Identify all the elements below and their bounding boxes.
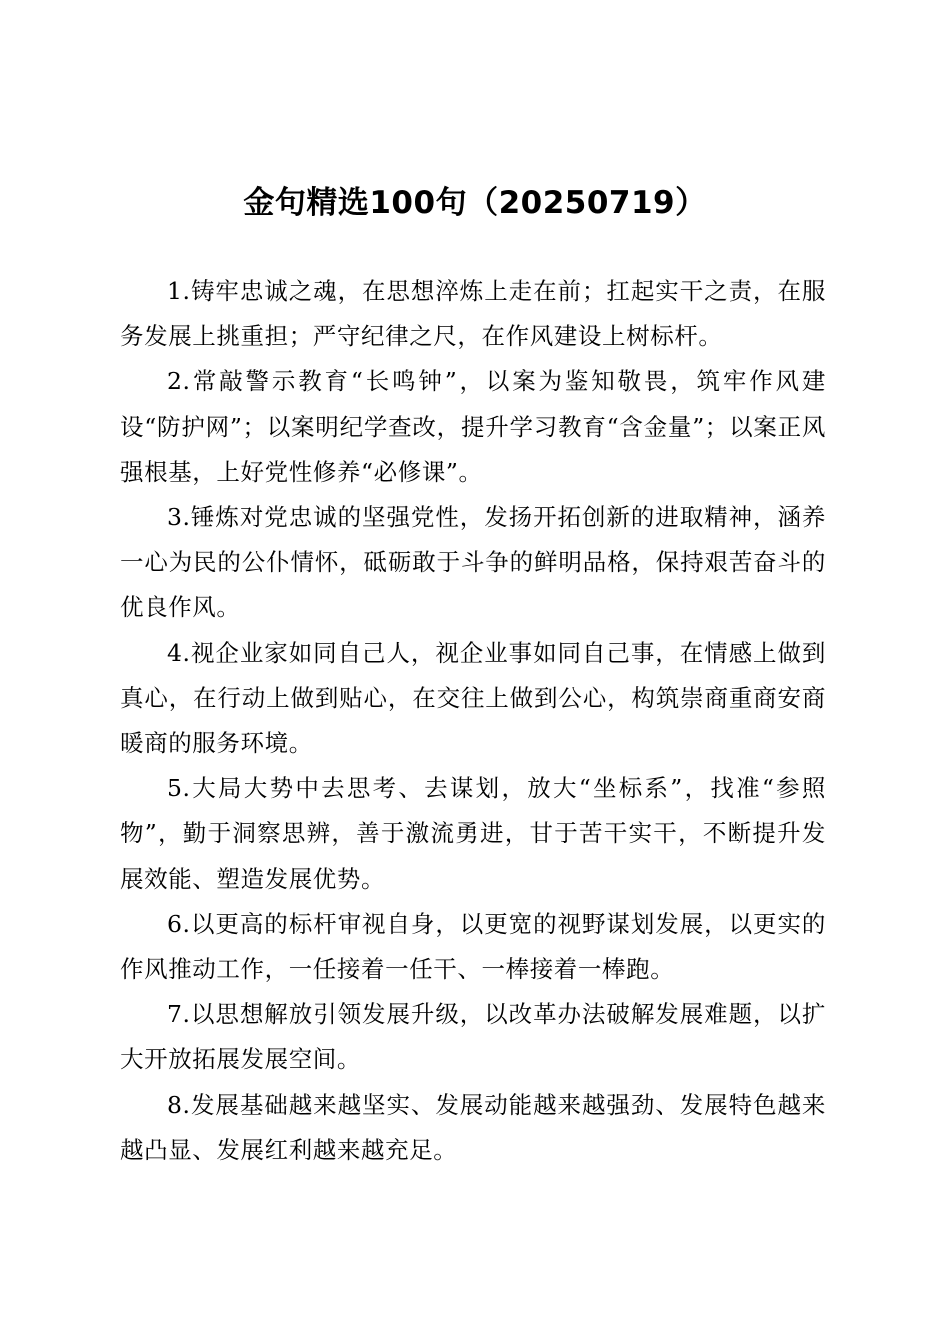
paragraph-8: 8.发展基础越来越坚实、发展动能越来越强劲、发展特色越来越凸显、发展红利越来越充足。 [120, 1090, 826, 1164]
page-title: 金句精选100句（20250719） [243, 185, 707, 221]
paragraph-5: 5.大局大势中去思考、去谋划，放大“坐标系”，找准“参照物”，勤于洞察思辨，善于激流勇进，甘于苦干实干，不断提升发展效能、塑造发展优势。 [120, 774, 826, 893]
paragraph-3: 3.锤炼对党忠诚的坚强党性，发扬开拓创新的进取精神，涵养一心为民的公仆情怀，砥砺敢于斗争的鲜明品格，保持艰苦奋斗的优良作风。 [120, 503, 826, 622]
paragraph-7: 7.以思想解放引领发展升级，以改革办法破解发展难题，以扩大开放拓展发展空间。 [120, 1000, 826, 1074]
paragraph-6: 6.以更高的标杆审视自身，以更宽的视野谋划发展，以更实的作风推动工作，一任接着一任干、一棒接着一棒跑。 [120, 909, 826, 984]
paragraph-2: 2.常敲警示教育“长鸣钟”，以案为鉴知敬畏，筑牢作风建设“防护网”；以案明纪学查改，提升学习教育“含金量”；以案正风强根基，上好党性修养“必修课”。 [120, 367, 826, 486]
document-body [120, 269, 826, 1173]
paragraph-1: 1.铸牢忠诚之魂，在思想淬炼上走在前；扛起实干之责，在服务发展上挑重担；严守纪律之尺，在作风建设上树标杆。 [120, 277, 826, 351]
paragraph-4: 4.视企业家如同自己人，视企业事如同自己事，在情感上做到真心，在行动上做到贴心，在交往上做到公心，构筑崇商重商安商暖商的服务环境。 [120, 638, 826, 758]
